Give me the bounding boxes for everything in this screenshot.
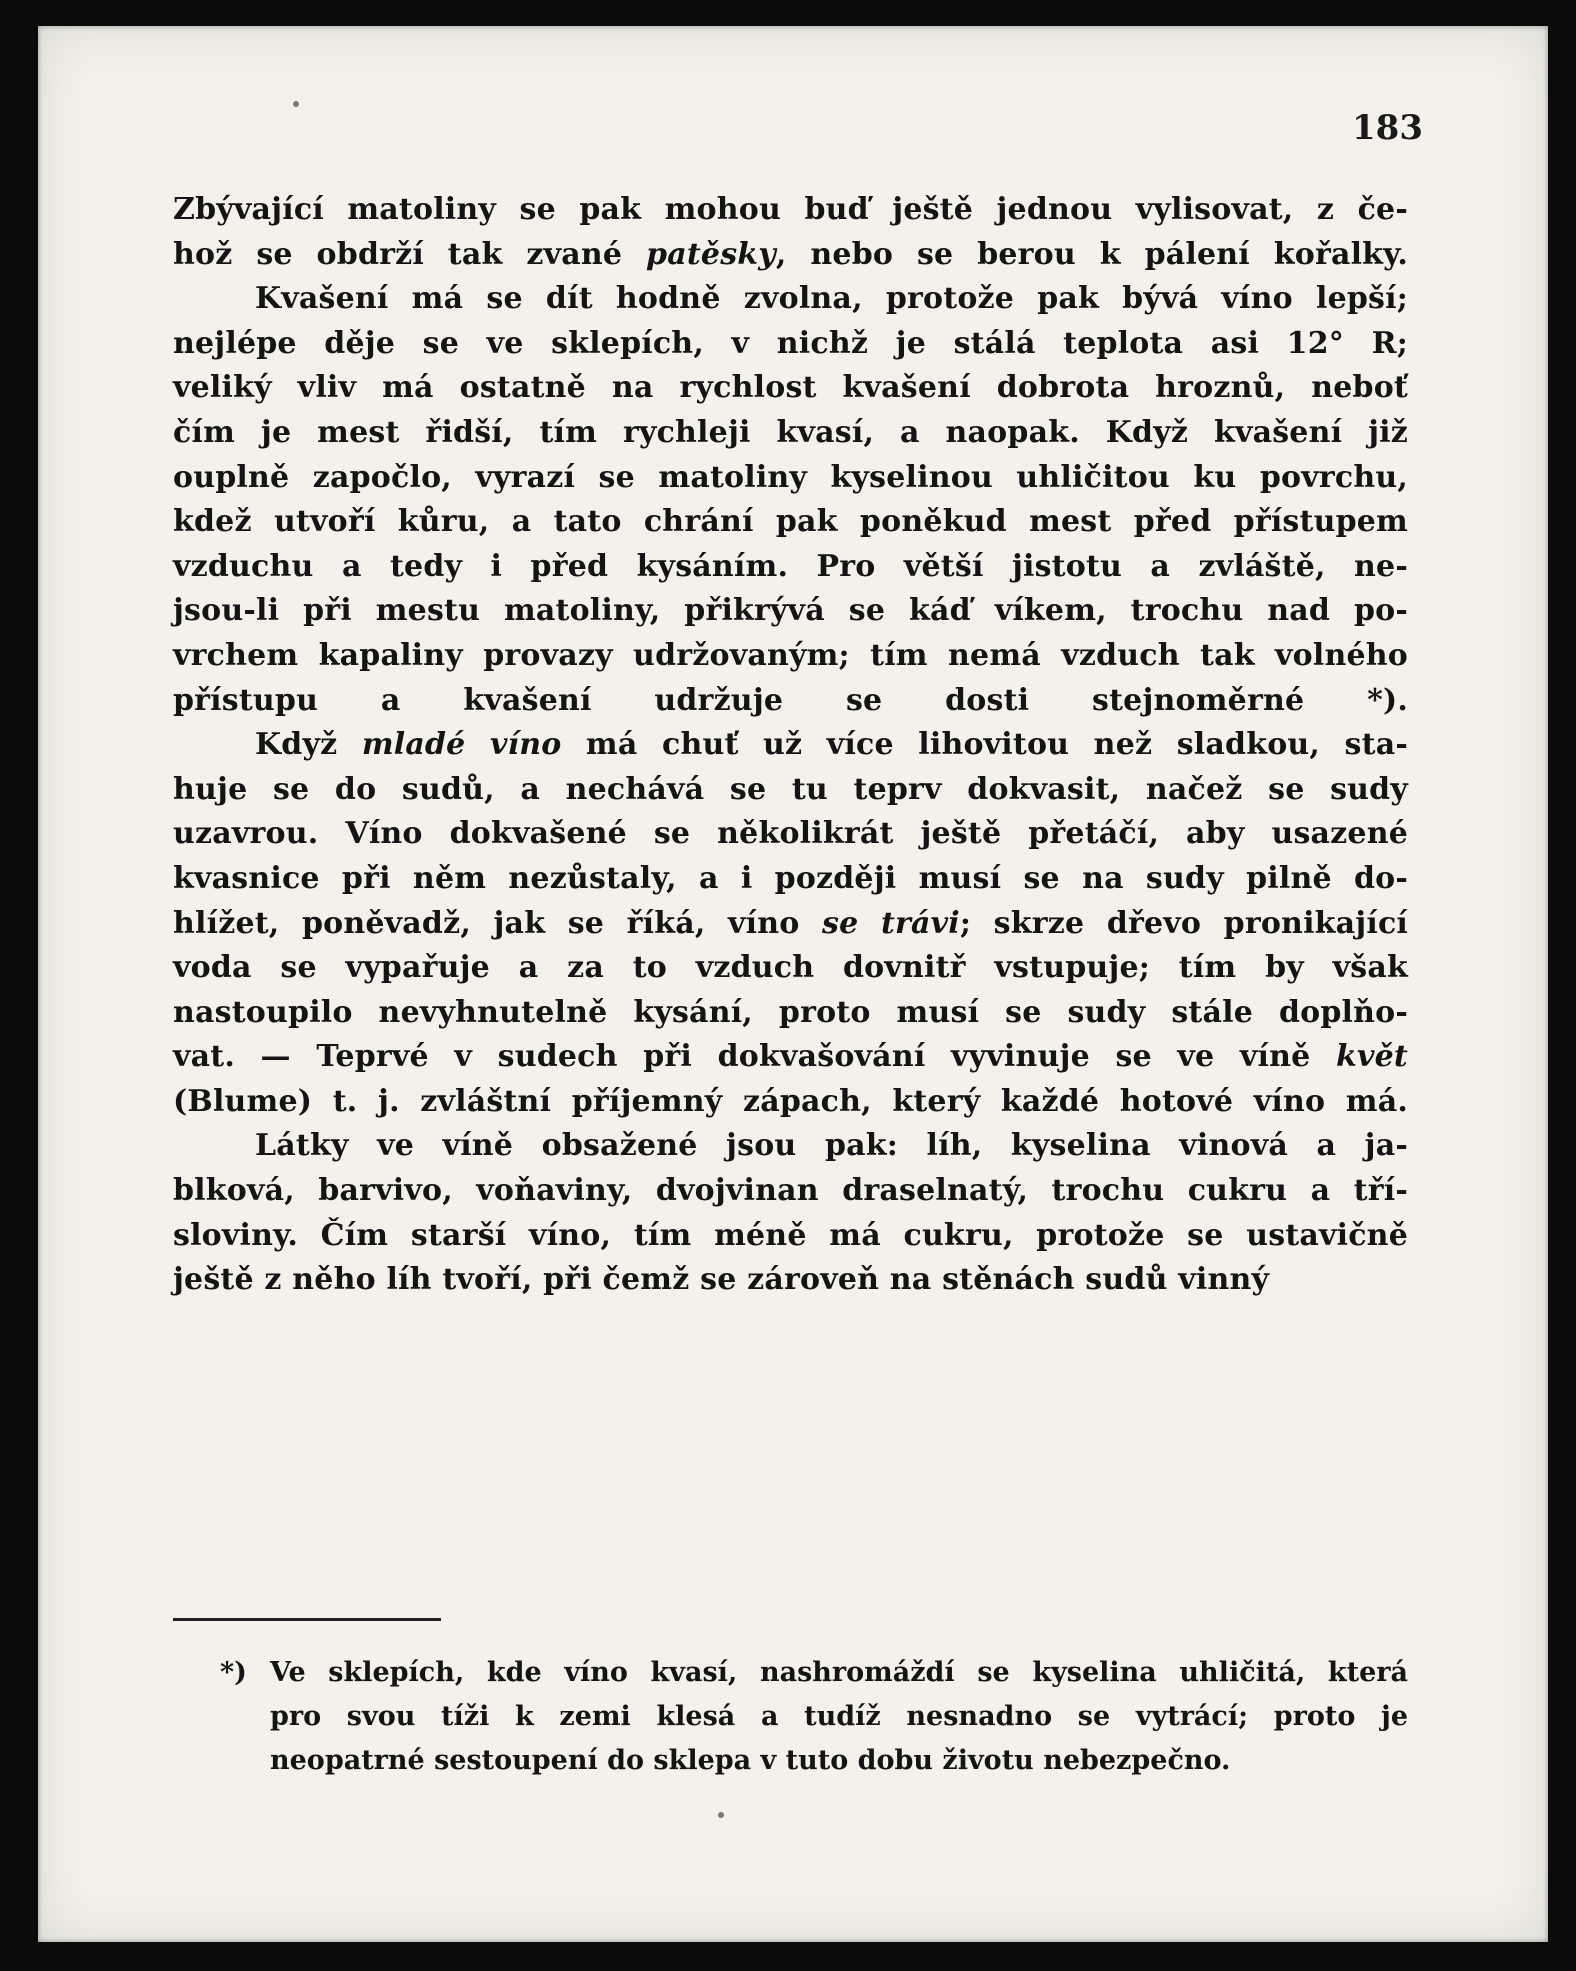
text-line: vrchem kapaliny provazy udržovaným; tím nemá vzduch tak volného xyxy=(173,637,1408,673)
footnote-line xyxy=(220,1695,1408,1739)
italic-term: patěsky xyxy=(646,236,776,272)
text-line: (Blume) t. j. zvláštní příjemný zápach, který každé hotové víno má. xyxy=(173,1083,1408,1119)
text-line: huje se do sudů, a nechává se tu teprv dokvasit, načež se sudy xyxy=(173,771,1408,807)
text-line: voda se vypařuje a za to vzduch dovnitř vstupuje; tím by však xyxy=(173,950,1408,986)
footnote-text: Ve sklepích, kde víno kvasí, nashromáždí se kyselina uhličitá, která xyxy=(270,1657,1408,1688)
text-line: ještě z něho líh tvoří, při čemž se zároveň na stěnách sudů vinný xyxy=(173,1262,1270,1298)
footnote-line xyxy=(220,1739,1408,1783)
italic-term: květ xyxy=(1336,1039,1408,1075)
body-text xyxy=(173,188,1408,1303)
text-fragment: vat. — Teprvé v sudech při dokvašování vyvinuje se ve víně xyxy=(173,1039,1337,1075)
dust-speck xyxy=(718,1812,724,1818)
text-line: kdež utvoří kůru, a tato chrání pak poněkud mest před přístupem xyxy=(173,504,1408,540)
footnote-marker: *) xyxy=(220,1657,247,1688)
text-line: čím je mest řidší, tím rychleji kvasí, a naopak. Když kvašení již xyxy=(173,414,1408,450)
text-line: veliký vliv má ostatně na rychlost kvašení dobrota hroznů, neboť xyxy=(173,370,1408,406)
dust-speck xyxy=(293,101,299,107)
book-page xyxy=(38,26,1548,1942)
text-line: přístupu a kvašení udržuje se dosti stejnoměrné *). xyxy=(173,682,1408,718)
text-line: Zbývající matoliny se pak mohou buď ještě jednou vylisovat, z če- xyxy=(173,192,1408,227)
text-line xyxy=(173,902,1408,947)
footnote-text: pro svou tíži k zemi klesá a tudíž nesnadno se vytrácí; proto je xyxy=(270,1701,1408,1732)
footnote xyxy=(220,1651,1408,1783)
text-line: uzavrou. Víno dokvašené se několikrát ještě přetáčí, aby usazené xyxy=(173,816,1408,852)
footnote-separator xyxy=(173,1618,441,1621)
text-line xyxy=(173,723,1408,768)
text-line: Látky ve víně obsažené jsou pak: líh, kyselina vinová a ja- xyxy=(255,1128,1408,1164)
text-line xyxy=(173,233,1408,278)
text-line: nastoupilo nevyhnutelně kysání, proto musí se sudy stále doplňo- xyxy=(173,994,1408,1030)
text-line: ouplně započlo, vyrazí se matoliny kyselinou uhličitou ku povrchu, xyxy=(173,459,1408,495)
text-fragment: má chuť už více lihovitou než sladkou, sta- xyxy=(561,727,1408,763)
text-fragment: Když xyxy=(255,727,362,763)
italic-term: mladé víno xyxy=(361,727,562,763)
text-fragment: hlížet, poněvadž, jak se říká, víno xyxy=(173,905,823,941)
text-line: vzduchu a tedy i před kysáním. Pro větší jistotu a zvláště, ne- xyxy=(173,548,1408,584)
text-line: blková, barvivo, voňaviny, dvojvinan draselnatý, trochu cukru a tří- xyxy=(173,1173,1408,1209)
text-fragment: ; skrze dřevo pronikající xyxy=(959,905,1409,941)
text-line xyxy=(173,1035,1408,1080)
page-number: 183 xyxy=(1352,108,1423,148)
text-fragment: hož se obdrží tak zvané xyxy=(173,236,647,272)
text-line: Kvašení má se dít hodně zvolna, protože pak bývá víno lepší; xyxy=(255,281,1408,317)
text-line: sloviny. Čím starší víno, tím méně má cukru, protože se ustavičně xyxy=(173,1217,1408,1253)
text-line: jsou-li při mestu matoliny, přikrývá se káď víkem, trochu nad po- xyxy=(173,593,1408,629)
text-line: nejlépe děje se ve sklepích, v nichž je stálá teplota asi 12° R; xyxy=(173,325,1408,361)
text-line: kvasnice při něm nezůstaly, a i později musí se na sudy pilně do- xyxy=(173,860,1408,896)
footnote-line xyxy=(220,1651,1408,1695)
footnote-text: neopatrné sestoupení do sklepa v tuto dobu životu nebezpečno. xyxy=(270,1745,1231,1776)
text-fragment: , nebo se berou k pálení kořalky. xyxy=(775,236,1409,272)
italic-term: se trávi xyxy=(822,905,960,941)
